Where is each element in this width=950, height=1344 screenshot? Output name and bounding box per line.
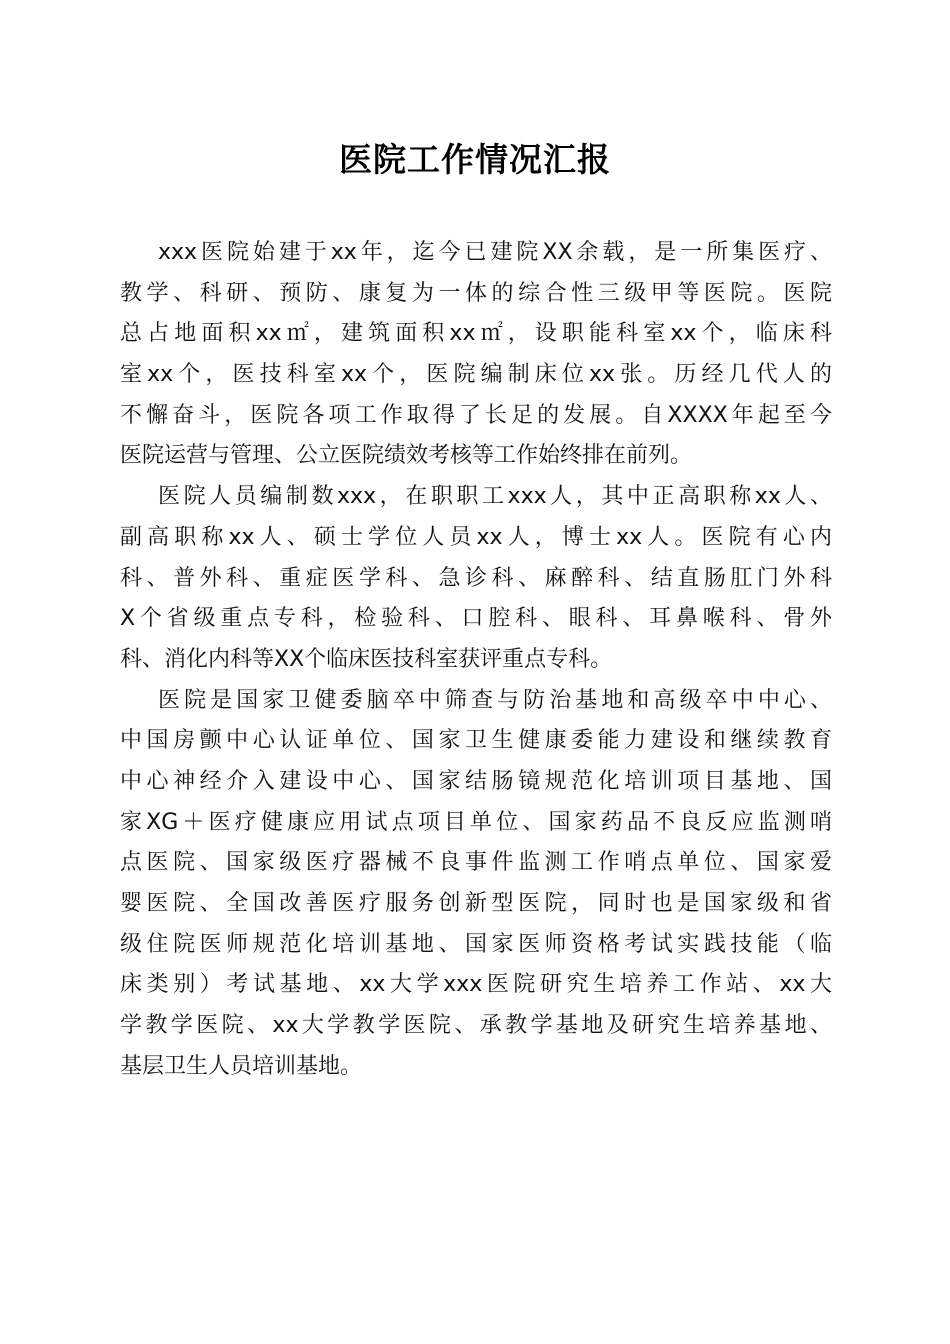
text-line: 科、普外科、重症医学科、急诊科、麻醉科、结直肠肛门外科 xyxy=(120,565,832,591)
text-line: 基层卫生人员培训基地。 xyxy=(120,1053,363,1079)
text-line: 室xx个，医技科室xx个，医院编制床位xx张。历经几代人的 xyxy=(120,362,832,388)
document-body xyxy=(120,233,832,1087)
text-line: 点医院、国家级医疗器械不良事件监测工作哨点单位、国家爱 xyxy=(120,850,832,876)
text-line: 医院人员编制数xxx，在职职工xxx人，其中正高职称xx人、 xyxy=(158,484,832,510)
text-line: 科、消化内科等XX个临床医技科室获评重点专科。 xyxy=(120,646,613,672)
text-line: 级住院医师规范化培训基地、国家医师资格考试实践技能（临 xyxy=(120,931,832,957)
text-line: 床类别）考试基地、xx大学xxx医院研究生培养工作站、xx大 xyxy=(120,972,832,998)
text-line: 家XG＋医疗健康应用试点项目单位、国家药品不良反应监测哨 xyxy=(120,809,832,835)
text-line: 婴医院、全国改善医疗服务创新型医院，同时也是国家级和省 xyxy=(120,891,832,916)
text-line: 医院运营与管理、公立医院绩效考核等工作始终排在前列。 xyxy=(120,443,693,469)
text-line: 医院是国家卫健委脑卒中筛查与防治基地和高级卒中中心、 xyxy=(158,687,832,713)
text-line: 不懈奋斗，医院各项工作取得了长足的发展。自XXXX年起至今 xyxy=(120,402,832,428)
text-line: 总占地面积xx㎡，建筑面积xx㎡，设职能科室xx个，临床科 xyxy=(120,321,832,347)
document-title: 医院工作情况汇报 xyxy=(339,140,611,179)
text-line: 中心神经介入建设中心、国家结肠镜规范化培训项目基地、国 xyxy=(120,768,832,794)
text-line: 副高职称xx人、硕士学位人员xx人，博士xx人。医院有心内 xyxy=(120,524,832,550)
text-line: xxx医院始建于xx年，迄今已建院XX余载，是一所集医疗、 xyxy=(158,240,832,265)
paragraph-honors xyxy=(120,681,832,1088)
text-line: 学教学医院、xx大学教学医院、承教学基地及研究生培养基地、 xyxy=(120,1013,832,1039)
paragraph-history xyxy=(120,233,832,477)
text-line: X个省级重点专科，检验科、口腔科、眼科、耳鼻喉科、骨外 xyxy=(120,606,832,632)
text-line: 中国房颤中心认证单位、国家卫生健康委能力建设和继续教育 xyxy=(120,728,832,754)
paragraph-staff xyxy=(120,477,832,680)
text-line: 教学、科研、预防、康复为一体的综合性三级甲等医院。医院 xyxy=(120,280,832,306)
